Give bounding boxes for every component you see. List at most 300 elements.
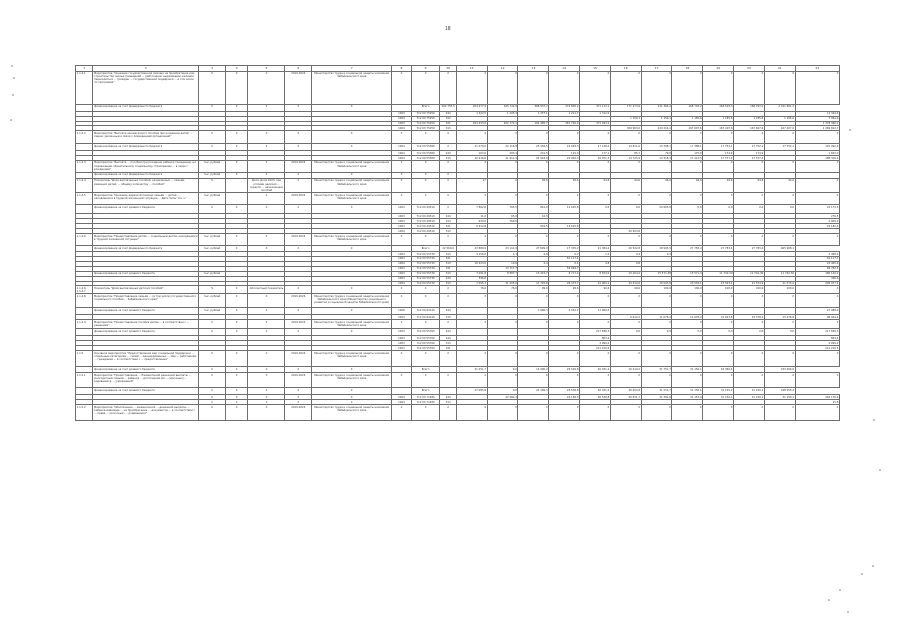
table-cell: 23 593,1 bbox=[672, 281, 703, 286]
table-cell: 465 908,1 bbox=[764, 246, 795, 252]
table-cell: тыс. рублей bbox=[199, 193, 226, 205]
table-cell: 0,8 bbox=[518, 252, 549, 257]
row-code bbox=[76, 388, 93, 395]
table-cell: 81 117,1 bbox=[795, 257, 839, 262]
table-cell: 10 164,2 bbox=[610, 271, 641, 276]
table-cell: 241,5 bbox=[518, 151, 549, 156]
table-cell: 100,0 bbox=[641, 286, 672, 294]
table-cell: 1003 bbox=[392, 111, 412, 116]
table-cell: 22 114,8 bbox=[487, 144, 518, 151]
table-cell: 31 251,7 bbox=[641, 388, 672, 395]
table-cell: 712 00 55730 bbox=[411, 257, 440, 262]
table-cell: X bbox=[703, 351, 734, 367]
table-cell: Всего bbox=[411, 367, 440, 373]
table-cell: 1006 bbox=[392, 308, 412, 315]
table-cell: 24 312,6 bbox=[610, 281, 641, 286]
table-cell: X bbox=[248, 104, 285, 111]
table-cell: 98 944,4 bbox=[795, 315, 839, 320]
table-cell: X bbox=[518, 294, 549, 308]
table-cell: 22 173,5 bbox=[795, 205, 839, 214]
table-cell: Министерство труда и социальной защиты населения Забайкальского края bbox=[312, 193, 392, 205]
table-cell: 371 493,2 bbox=[580, 121, 611, 126]
table-cell: 276,5 bbox=[795, 214, 839, 219]
table-row bbox=[76, 351, 840, 367]
table-cell: X bbox=[440, 193, 456, 205]
column-number: 9 bbox=[411, 66, 440, 72]
table-cell: 203,4 bbox=[487, 151, 518, 156]
table-cell: 15 571,38 bbox=[641, 271, 672, 276]
table-cell: 94,6 bbox=[549, 179, 580, 193]
table-cell: 712 00 55380 bbox=[411, 151, 440, 156]
table-cell: X bbox=[199, 320, 226, 329]
table-cell: 76,6 bbox=[456, 286, 487, 294]
table-cell: X bbox=[248, 308, 285, 315]
table-cell: 174,9 bbox=[734, 151, 765, 156]
table-cell: X bbox=[456, 405, 487, 421]
table-cell: 369 963,0 bbox=[610, 126, 641, 131]
table-cell: 712 00 55730 bbox=[411, 276, 440, 281]
row-description: Мероприятие "Предоставление пособия детям ... в соответствии с ... решением" bbox=[93, 320, 199, 329]
table-cell: X bbox=[610, 161, 641, 173]
table-cell: X bbox=[580, 373, 611, 388]
table-cell: 40 031,2 bbox=[580, 367, 611, 373]
table-cell: 18 993,5 bbox=[641, 246, 672, 252]
table-cell: 11 742,30 bbox=[703, 271, 734, 276]
table-cell: X bbox=[734, 131, 765, 144]
table-cell: 22 282,3 bbox=[487, 395, 518, 400]
table-cell: 211 210,5 bbox=[795, 346, 839, 351]
table-cell: X bbox=[580, 405, 611, 421]
table-cell: X bbox=[199, 400, 226, 405]
table-cell: X bbox=[487, 193, 518, 205]
table-cell bbox=[518, 329, 549, 336]
table-cell: % bbox=[199, 286, 226, 294]
table-cell: X bbox=[411, 286, 440, 294]
table-cell: X bbox=[580, 193, 611, 205]
table-cell: X bbox=[456, 131, 487, 144]
table-cell: 175,6 bbox=[672, 151, 703, 156]
table-cell: 712 00 49510 bbox=[411, 219, 440, 224]
table-cell: 7 095,3 bbox=[456, 281, 487, 286]
table-cell: 1 185,6 bbox=[734, 116, 765, 121]
row-description: Мероприятие "Оказание государственной помощи на приобретение или строительство жилых помещений ... работникам, выразившим желание переселиться ... граждан ... государственной поддержки ... в том числе по программе" bbox=[93, 71, 199, 104]
table-row bbox=[76, 205, 840, 214]
table-cell: X bbox=[411, 351, 440, 367]
table-cell: X bbox=[225, 308, 248, 315]
table-cell: X bbox=[487, 405, 518, 421]
table-cell: X bbox=[248, 71, 285, 104]
table-cell: X bbox=[285, 104, 312, 111]
table-cell: Министерство труда и социальной защиты населения Забайкальского края bbox=[312, 405, 392, 421]
table-cell: X bbox=[392, 131, 412, 144]
table-row bbox=[76, 193, 840, 205]
table-cell: X bbox=[312, 367, 392, 373]
table-cell: 167 607,6 bbox=[734, 126, 765, 131]
table-cell: 321 bbox=[440, 346, 456, 351]
table-cell: тыс. рублей bbox=[199, 308, 226, 315]
table-cell: 313 bbox=[440, 252, 456, 257]
table-cell: 100,0 bbox=[672, 286, 703, 294]
table-cell: 81 117,1 bbox=[549, 257, 580, 262]
table-cell: X bbox=[734, 193, 765, 205]
table-cell: 231 364,2 bbox=[641, 104, 672, 111]
table-cell: X bbox=[764, 234, 795, 246]
table-cell: X bbox=[734, 71, 765, 104]
table-cell: X bbox=[411, 179, 440, 193]
table-cell bbox=[440, 388, 456, 395]
table-cell: X bbox=[312, 395, 392, 400]
table-cell: Министерство труда и социальной защиты населения Забайкальского края bbox=[312, 234, 392, 246]
table-cell: 14 990,2 bbox=[518, 367, 549, 373]
table-cell: X bbox=[703, 131, 734, 144]
table-cell: X bbox=[248, 395, 285, 400]
table-cell: X bbox=[580, 131, 611, 144]
column-number: 3 bbox=[199, 66, 226, 72]
table-cell: 8 887,7 bbox=[487, 271, 518, 276]
scan-speck bbox=[873, 419, 875, 421]
table-cell: X bbox=[312, 286, 392, 294]
table-cell: X bbox=[411, 71, 440, 104]
table-cell: 313 bbox=[440, 261, 456, 266]
table-cell: X bbox=[610, 131, 641, 144]
column-number: 21 bbox=[764, 66, 795, 72]
table-cell: X bbox=[440, 320, 456, 329]
table-cell: X bbox=[580, 320, 611, 329]
table-cell: 244 bbox=[440, 111, 456, 116]
table-cell: X bbox=[456, 373, 487, 388]
table-cell: X bbox=[285, 395, 312, 400]
table-cell: 28 473,7 bbox=[549, 281, 580, 286]
table-cell: 31 150,1 bbox=[734, 395, 765, 400]
table-cell: 244 bbox=[440, 214, 456, 219]
table-cell: X bbox=[487, 71, 518, 104]
table-cell: 844,5 bbox=[518, 224, 549, 229]
table-cell: Всего bbox=[411, 246, 440, 252]
table-cell: 31 150,1 bbox=[672, 367, 703, 373]
table-cell: 17 212,5 bbox=[672, 156, 703, 161]
table-cell: 1004 bbox=[392, 261, 412, 266]
table-cell: X bbox=[518, 131, 549, 144]
table-cell: X bbox=[795, 71, 839, 104]
table-cell: 264 178,0 bbox=[795, 395, 839, 400]
table-cell: X bbox=[440, 205, 456, 214]
table-cell: X bbox=[285, 286, 312, 294]
table-cell: 167 407,6 bbox=[764, 126, 795, 131]
scan-speck bbox=[839, 589, 841, 591]
column-number: 8 bbox=[392, 66, 412, 72]
table-cell: 0,0 bbox=[703, 329, 734, 336]
table-cell: 22 560,0 bbox=[440, 246, 456, 252]
table-cell: X bbox=[411, 294, 440, 308]
table-cell: 765,5 bbox=[487, 205, 518, 214]
table-cell: 861,0 bbox=[518, 205, 549, 214]
table-cell: 2019-2024 bbox=[285, 193, 312, 205]
table-cell: 2019-2024 bbox=[285, 351, 312, 367]
table-cell: 2019-2024 bbox=[285, 71, 312, 104]
table-cell: 177,1 bbox=[580, 151, 611, 156]
table-cell: X bbox=[795, 373, 839, 388]
table-cell: 1004 bbox=[392, 156, 412, 161]
table-cell: X bbox=[285, 246, 312, 252]
table-cell bbox=[549, 329, 580, 336]
table-cell: 372 805,2 bbox=[549, 104, 580, 111]
table-cell: X bbox=[580, 71, 611, 104]
table-cell: 0,8 bbox=[610, 261, 641, 266]
table-cell: X bbox=[549, 294, 580, 308]
table-cell: X bbox=[225, 400, 248, 405]
table-cell: X bbox=[248, 173, 285, 179]
table-cell: X bbox=[456, 193, 487, 205]
table-cell: X bbox=[199, 395, 226, 400]
table-cell: 0,0 bbox=[703, 205, 734, 214]
table-cell: X bbox=[392, 161, 412, 173]
table-cell: 248 055,2 bbox=[764, 388, 795, 395]
table-cell: 712 00 55730 bbox=[411, 281, 440, 286]
column-number: 22 bbox=[795, 66, 839, 72]
table-cell: X bbox=[312, 131, 392, 144]
table-cell: 163,0 bbox=[456, 151, 487, 156]
table-cell: X bbox=[312, 104, 392, 111]
table-cell: 24 189,3 bbox=[518, 388, 549, 395]
table-cell: X bbox=[248, 405, 285, 421]
row-description: финансирование за счет федерального бюджета bbox=[93, 246, 199, 252]
table-cell: X bbox=[703, 294, 734, 308]
table-cell: X bbox=[549, 373, 580, 388]
column-number: 13 bbox=[518, 66, 549, 72]
table-cell: 17 577,2 bbox=[734, 156, 765, 161]
table-cell: 0,0 bbox=[672, 205, 703, 214]
table-cell: X bbox=[580, 294, 611, 308]
column-number: 10 bbox=[440, 66, 456, 72]
table-cell: X bbox=[641, 351, 672, 367]
table-cell: 99,6 bbox=[580, 286, 611, 294]
table-cell: X bbox=[580, 234, 611, 246]
table-cell: X bbox=[440, 294, 456, 308]
table-cell: 261 433,0 bbox=[456, 121, 487, 126]
table-cell: X bbox=[199, 351, 226, 367]
table-cell: 94,6 bbox=[734, 179, 765, 193]
table-cell: 27 783,4 bbox=[703, 246, 734, 252]
table-cell: 21 574,9 bbox=[734, 281, 765, 286]
table-cell: 712 00 55760 bbox=[411, 341, 440, 346]
table-cell: 712 00 94140 bbox=[411, 315, 440, 320]
table-cell: 16,5 bbox=[518, 214, 549, 219]
table-cell: 6 612,2 bbox=[610, 315, 641, 320]
table-cell: X bbox=[248, 294, 285, 308]
table-cell: Всего bbox=[411, 388, 440, 395]
table-cell: 17 752,1 bbox=[703, 144, 734, 151]
table-cell: X bbox=[764, 193, 795, 205]
table-cell: 94,6 bbox=[518, 179, 549, 193]
table-cell: X bbox=[225, 395, 248, 400]
table-cell: 25 184,5 bbox=[518, 144, 549, 151]
table-cell: X bbox=[225, 294, 248, 308]
table-cell: X bbox=[734, 234, 765, 246]
table-cell: 4 156,0 bbox=[456, 252, 487, 257]
table-cell: 712 00 49510 bbox=[411, 224, 440, 229]
scan-speck bbox=[879, 469, 881, 471]
table-cell: Доля; Доля 100% при условии наличия ... средств ... назначенных пособий bbox=[249, 179, 284, 192]
table-cell: 168 793,2 bbox=[672, 104, 703, 111]
table-cell: X bbox=[734, 294, 765, 308]
table-cell: X bbox=[518, 373, 549, 388]
table-cell: 712 00 49510 bbox=[411, 205, 440, 214]
table-cell: X bbox=[199, 71, 226, 104]
table-cell: 3 086,3 bbox=[518, 308, 549, 315]
table-cell: X bbox=[411, 373, 440, 388]
table-cell: 1 211,7 bbox=[549, 111, 580, 116]
table-cell: 2 011 861,3 bbox=[764, 104, 795, 111]
table-cell: 23 593,1 bbox=[703, 281, 734, 286]
table-cell: 17 335,2 bbox=[549, 246, 580, 252]
scan-speck bbox=[10, 119, 12, 121]
table-cell: X bbox=[610, 71, 641, 104]
table-cell: X bbox=[672, 131, 703, 144]
table-cell: 244 bbox=[440, 276, 456, 281]
table-cell: % bbox=[199, 179, 226, 193]
table-cell: 99,6 bbox=[549, 286, 580, 294]
scan-speck bbox=[847, 611, 849, 613]
row-code: 1.1.4.3 bbox=[76, 161, 93, 173]
column-number: 12 bbox=[487, 66, 518, 72]
table-cell: X bbox=[703, 234, 734, 246]
table-cell: X bbox=[487, 351, 518, 367]
table-cell: X bbox=[225, 205, 248, 214]
table-cell: X bbox=[285, 329, 312, 336]
scan-speck bbox=[13, 77, 15, 79]
table-cell: X bbox=[312, 308, 392, 315]
table-cell: X bbox=[641, 193, 672, 205]
row-code bbox=[76, 144, 93, 151]
table-cell: X bbox=[703, 161, 734, 173]
table-cell: X bbox=[248, 205, 285, 214]
table-cell: 1003 bbox=[392, 266, 412, 271]
table-cell: 31 150,1 bbox=[734, 388, 765, 395]
table-cell: 4 468,2 bbox=[795, 252, 839, 257]
table-cell: 40 031,2 bbox=[580, 388, 611, 395]
column-number: 18 bbox=[672, 66, 703, 72]
table-cell: 1003 bbox=[392, 341, 412, 346]
table-cell: X bbox=[248, 144, 285, 151]
table-cell: 2019-2024 bbox=[285, 320, 312, 329]
table-cell: X bbox=[440, 351, 456, 367]
table-cell: X bbox=[672, 71, 703, 104]
table-cell: Абсолютный показатель bbox=[248, 286, 285, 294]
table-cell: X bbox=[518, 71, 549, 104]
column-number: 15 bbox=[580, 66, 611, 72]
table-cell: 0,4 bbox=[610, 252, 641, 257]
table-cell: 11 909,5 bbox=[580, 308, 611, 315]
table-cell: 313 bbox=[440, 400, 456, 405]
row-description: Мероприятие "Предоставление детям ... социальным детям, находящимся в трудной жизненной ситуации" bbox=[93, 234, 199, 246]
table-cell bbox=[392, 104, 412, 111]
table-cell: 7 064,6 bbox=[795, 116, 839, 121]
table-cell: X bbox=[440, 234, 456, 246]
table-cell: X bbox=[392, 179, 412, 193]
table-cell: 31 405,0 bbox=[487, 281, 518, 286]
row-code: 1.1.4.1 bbox=[76, 71, 93, 104]
table-cell: X bbox=[487, 294, 518, 308]
table-cell: 26 538,8 bbox=[549, 388, 580, 395]
table-cell: X bbox=[795, 193, 839, 205]
table-cell: Всего bbox=[411, 104, 440, 111]
table-cell: X bbox=[764, 351, 795, 367]
table-cell: 1,1 bbox=[487, 252, 518, 257]
program-table bbox=[75, 65, 840, 421]
table-cell: X bbox=[487, 131, 518, 144]
table-cell: X bbox=[225, 161, 248, 173]
page-number: 18 bbox=[445, 26, 451, 32]
table-cell bbox=[225, 193, 248, 205]
row-code: 1.1.4.2 bbox=[76, 131, 93, 144]
table-cell: X bbox=[734, 320, 765, 329]
table-cell: 0,0 bbox=[734, 205, 765, 214]
table-cell: X bbox=[795, 161, 839, 173]
table-cell: 211 210,5 bbox=[580, 346, 611, 351]
table-cell bbox=[225, 179, 248, 193]
table-cell: 7 862,8 bbox=[456, 205, 487, 214]
table-row bbox=[76, 161, 840, 173]
table-cell: 23 465,6 bbox=[795, 261, 839, 266]
table-cell: 21 574,2 bbox=[764, 281, 795, 286]
table-cell bbox=[703, 308, 734, 315]
table-cell: 0,0 bbox=[764, 329, 795, 336]
table-cell: 174,9 bbox=[703, 151, 734, 156]
table-cell: X bbox=[285, 308, 312, 315]
row-code: 1.1.4.8 bbox=[76, 294, 93, 308]
table-cell: X bbox=[610, 405, 641, 421]
table-cell: X bbox=[518, 161, 549, 173]
table-cell: 712 00 55730 bbox=[411, 252, 440, 257]
table-cell: X bbox=[199, 367, 226, 373]
table-cell: X bbox=[703, 405, 734, 421]
table-cell: X bbox=[764, 71, 795, 104]
table-cell: 17 bbox=[456, 179, 487, 193]
table-cell: 760,0 bbox=[487, 219, 518, 224]
table-cell: 100,0 bbox=[703, 286, 734, 294]
table-cell: X bbox=[549, 405, 580, 421]
table-cell: X bbox=[487, 234, 518, 246]
table-cell: X bbox=[225, 131, 248, 144]
row-code: 1.1.5.2 bbox=[76, 405, 93, 421]
table-cell: X bbox=[285, 173, 312, 179]
table-cell: 244 bbox=[440, 308, 456, 315]
table-cell: 99,6 bbox=[610, 286, 641, 294]
table-cell: 17 577,2 bbox=[703, 156, 734, 161]
table-cell: 244 bbox=[440, 336, 456, 341]
table-cell: X bbox=[312, 246, 392, 252]
table-cell: X bbox=[199, 205, 226, 214]
table-cell: 321 bbox=[440, 257, 456, 262]
table-cell: 24 943,0 bbox=[518, 156, 549, 161]
table-cell: 321 bbox=[440, 224, 456, 229]
table-cell: Министерство труда и социальной защиты населения Забайкальского края bbox=[312, 320, 392, 329]
table-cell: X bbox=[312, 144, 392, 151]
table-cell: 14 725,9 bbox=[610, 156, 641, 161]
row-description: финансирование за счет краевого бюджета bbox=[93, 329, 199, 336]
table-cell: 313 bbox=[440, 126, 456, 131]
table-cell: 31 150,1 bbox=[672, 388, 703, 395]
table-cell: X bbox=[795, 131, 839, 144]
table-cell: 13 318,3 bbox=[641, 156, 672, 161]
table-cell: 2019-2024 bbox=[285, 161, 312, 173]
table-cell: 712 00 55760 bbox=[411, 329, 440, 336]
table-cell: X bbox=[549, 351, 580, 367]
table-cell: 712 00 55760 bbox=[411, 336, 440, 341]
table-cell: 0,0 bbox=[672, 329, 703, 336]
table-cell: 0,3 bbox=[641, 252, 672, 257]
table-cell: X bbox=[487, 161, 518, 173]
